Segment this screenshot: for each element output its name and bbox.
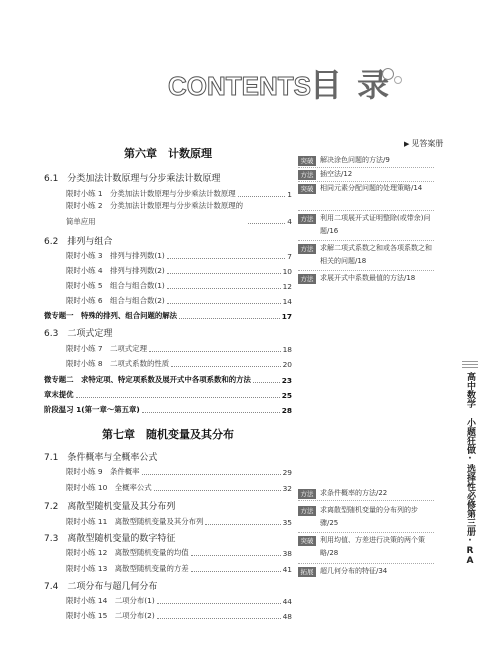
answer-book-label: 见答案册 bbox=[411, 139, 444, 148]
divider bbox=[298, 210, 434, 211]
toc-entry-title: 限时小练 4 排列与排列数(2) bbox=[66, 266, 165, 275]
sidebar-text: 插空法/12 bbox=[320, 170, 353, 178]
toc-entry-page: 4 bbox=[287, 217, 292, 226]
toc-entry-title: 限时小练 14 二项分布(1) bbox=[66, 596, 155, 605]
contents-word: CONTENTS bbox=[168, 71, 311, 101]
method-sidebar bbox=[298, 155, 434, 290]
sidebar-text: 超几何分布的特征/34 bbox=[320, 567, 388, 575]
toc-entry-title: 限时小练 3 排列与排列数(1) bbox=[66, 251, 165, 260]
toc-entry-title: 章末提优 bbox=[44, 390, 74, 399]
toc-entry[interactable] bbox=[66, 610, 292, 621]
triangle-icon: ▶ bbox=[404, 140, 410, 148]
toc-entry-page: 23 bbox=[281, 376, 292, 385]
sidebar-tag: 方法 bbox=[298, 274, 316, 284]
divider bbox=[298, 500, 434, 501]
toc-entry-page: 1 bbox=[287, 190, 292, 199]
dot-leader bbox=[253, 382, 280, 383]
toc-entry-special[interactable] bbox=[44, 389, 292, 400]
toc-entry-page: 10 bbox=[282, 267, 292, 276]
dot-leader bbox=[167, 273, 281, 274]
toc-entry-page: 32 bbox=[282, 484, 292, 493]
divider bbox=[298, 240, 434, 241]
sidebar-text: 相同元素分配问题的处理策略/14 bbox=[320, 184, 423, 192]
toc-entry-title: 限时小练 10 全概率公式 bbox=[66, 483, 152, 492]
sidebar-tag: 拓展 bbox=[298, 567, 316, 577]
toc-entry-title: 限时小练 6 组合与组合数(2) bbox=[66, 296, 165, 305]
dot-leader bbox=[167, 303, 281, 304]
toc-entry-title: 限时小练 1 分类加法计数原理与分步乘法计数原理 bbox=[66, 189, 236, 198]
dot-leader bbox=[205, 524, 280, 525]
sidebar-text: 求解二项式系数之和或各项系数之和相关的问题/18 bbox=[320, 244, 432, 265]
section-heading: 7.1 条件概率与全概率公式 bbox=[44, 453, 158, 463]
vertical-book-title: 高中数学 小题狂做·选择性必修第三册·RA bbox=[465, 372, 475, 566]
toc-entry[interactable] bbox=[66, 250, 292, 261]
dot-leader bbox=[167, 258, 285, 259]
section-heading: 7.4 二项分布与超几何分布 bbox=[44, 582, 158, 592]
section-heading: 7.2 离散型随机变量及其分布列 bbox=[44, 502, 176, 512]
toc-entry[interactable] bbox=[66, 280, 292, 291]
toc-entry-page: 38 bbox=[282, 549, 292, 558]
dot-leader bbox=[238, 196, 286, 197]
toc-entry[interactable] bbox=[66, 265, 292, 276]
toc-entry[interactable] bbox=[66, 295, 292, 306]
sidebar-text: 求条件概率的方法/22 bbox=[320, 489, 388, 497]
dot-leader bbox=[167, 288, 281, 289]
dot-leader bbox=[157, 603, 281, 604]
toc-entry-page: 41 bbox=[282, 565, 292, 574]
divider bbox=[298, 563, 434, 564]
toc-entry-page: 29 bbox=[282, 468, 292, 477]
dot-leader bbox=[76, 397, 280, 398]
toc-entry-special[interactable] bbox=[44, 310, 292, 321]
dot-leader bbox=[142, 412, 280, 413]
toc-entry-page: 12 bbox=[282, 282, 292, 291]
toc-entry[interactable] bbox=[66, 343, 292, 354]
toc-entry[interactable] bbox=[66, 466, 292, 477]
dot-leader bbox=[142, 474, 281, 475]
toc-entry-title: 限时小练 2 分类加法计数原理与分步乘法计数原理的简单应用 bbox=[66, 201, 244, 226]
sidebar-tag: 方法 bbox=[298, 506, 316, 516]
toc-entry[interactable] bbox=[66, 595, 292, 606]
toc-entry-title: 限时小练 5 组合与组合数(1) bbox=[66, 281, 165, 290]
toc-entry-special[interactable] bbox=[44, 404, 292, 415]
toc-entry-title: 微专题一 特殊的排列、组合问题的解法 bbox=[44, 311, 178, 320]
sidebar-text: 解决涂色问题的方法/9 bbox=[320, 156, 390, 164]
toc-entry[interactable] bbox=[66, 547, 292, 558]
toc-entry-page: 18 bbox=[282, 345, 292, 354]
toc-entry-page: 48 bbox=[282, 612, 292, 621]
sidebar-text: 利用二项展开式证明整除(或带余)问题/16 bbox=[320, 214, 431, 235]
toc-entry-page: 17 bbox=[281, 312, 292, 321]
dot-leader bbox=[154, 490, 281, 491]
toc-entry-title: 限时小练 9 条件概率 bbox=[66, 467, 140, 476]
dot-leader bbox=[157, 618, 281, 619]
toc-entry[interactable] bbox=[66, 358, 292, 369]
toc-entry-title: 限时小练 8 二项式系数的性质 bbox=[66, 359, 170, 368]
sidebar-tag: 突破 bbox=[298, 184, 316, 194]
circle-decoration-icon bbox=[382, 68, 394, 80]
toc-entry-page: 28 bbox=[281, 406, 292, 415]
toc-entry[interactable] bbox=[66, 563, 292, 574]
toc-entry-title: 阶段温习 1(第一章～第五章) bbox=[44, 405, 140, 414]
toc-entry-title: 限时小练 7 二项式定理 bbox=[66, 344, 147, 353]
toc-entry-page: 44 bbox=[282, 597, 292, 606]
section-heading: 6.1 分类加法计数原理与分步乘法计数原理 bbox=[44, 174, 221, 184]
method-sidebar bbox=[298, 488, 434, 578]
page-title: 目 录 bbox=[310, 66, 392, 104]
sidebar-tag: 突破 bbox=[298, 156, 316, 166]
toc-entry-page: 20 bbox=[282, 360, 292, 369]
dot-leader bbox=[179, 318, 280, 319]
toc-entry-page: 35 bbox=[282, 518, 292, 527]
toc-entry-title: 限时小练 12 离散型随机变量的均值 bbox=[66, 548, 189, 557]
dot-leader bbox=[191, 571, 281, 572]
answer-book-note bbox=[404, 138, 443, 149]
toc-entry-page: 14 bbox=[282, 297, 292, 306]
toc-entry[interactable] bbox=[66, 482, 292, 493]
dot-leader bbox=[171, 366, 280, 367]
toc-entry-title: 限时小练 15 二项分布(2) bbox=[66, 611, 155, 620]
section-heading: 6.3 二项式定理 bbox=[44, 329, 113, 339]
toc-entry-title: 微专题二 求特定项、特定项系数及展开式中各项系数和的方法 bbox=[44, 375, 251, 384]
sidebar-text: 利用均值、方差进行决策的两个策略/28 bbox=[320, 536, 425, 557]
sidebar-text: 求展开式中系数最值的方法/18 bbox=[320, 274, 416, 282]
dot-leader bbox=[149, 351, 281, 352]
dot-leader bbox=[248, 223, 285, 224]
sidebar-text: 求离散型随机变量的分布列的步骤/25 bbox=[320, 506, 418, 527]
sidebar-tag: 方法 bbox=[298, 244, 316, 254]
vertical-title-bar bbox=[462, 360, 478, 368]
toc-entry-page: 7 bbox=[287, 252, 292, 261]
divider bbox=[298, 532, 434, 533]
toc-entry[interactable] bbox=[66, 516, 292, 527]
divider bbox=[298, 270, 434, 271]
toc-entry[interactable] bbox=[66, 198, 292, 230]
sidebar-tag: 方法 bbox=[298, 214, 316, 224]
toc-entry-title: 限时小练 11 离散型随机变量及其分布列 bbox=[66, 517, 204, 526]
sidebar-tag: 方法 bbox=[298, 489, 316, 499]
section-heading: 7.3 离散型随机变量的数字特征 bbox=[44, 534, 176, 544]
dot-leader bbox=[191, 555, 281, 556]
sidebar-tag: 突破 bbox=[298, 536, 316, 546]
circle-decoration-icon bbox=[394, 76, 402, 84]
toc-entry-special[interactable] bbox=[44, 374, 292, 385]
toc-entry-title: 限时小练 13 离散型随机变量的方差 bbox=[66, 564, 189, 573]
sidebar-tag: 方法 bbox=[298, 170, 316, 180]
section-heading: 6.2 排列与组合 bbox=[44, 237, 113, 247]
chapter-title: 第七章 随机变量及其分布 bbox=[102, 428, 234, 441]
toc-entry-page: 25 bbox=[281, 391, 292, 400]
chapter-title: 第六章 计数原理 bbox=[124, 147, 212, 160]
